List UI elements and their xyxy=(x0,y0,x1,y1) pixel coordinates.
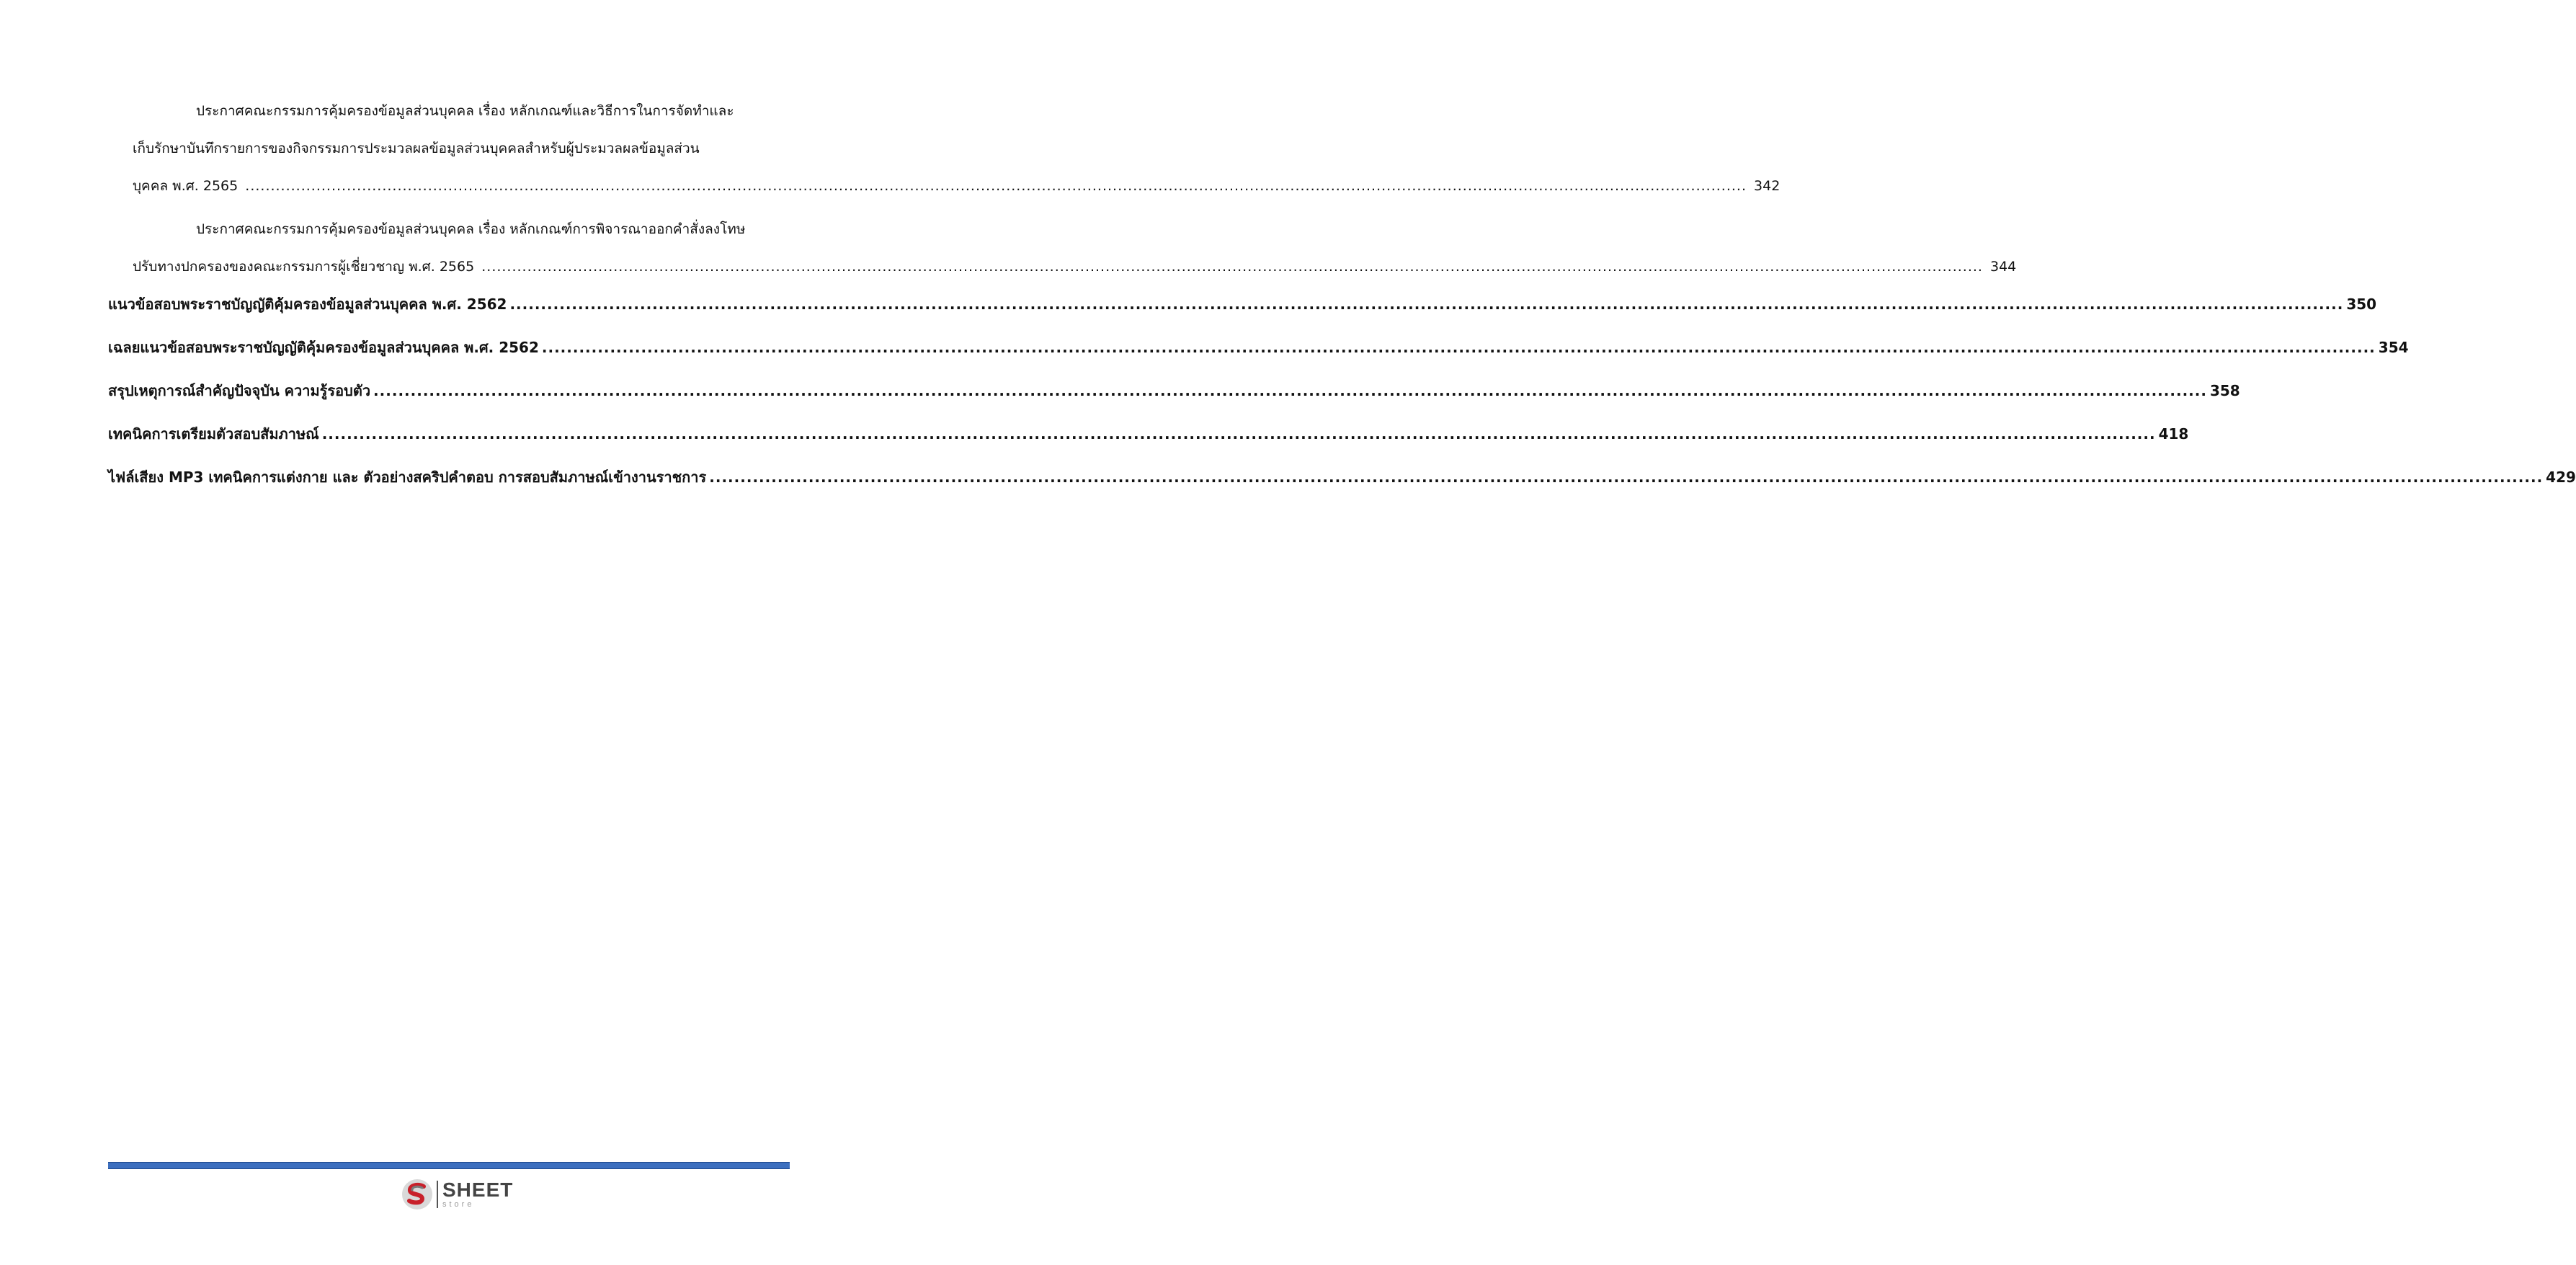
s-logo-icon xyxy=(401,1178,434,1211)
toc-sub-entry-tail: ปรับทางปกครองของคณะกรรมการผู้เชี่ยวชาญ พ.ศ. 2565 xyxy=(133,259,475,275)
logo-word: SHEET xyxy=(442,1179,514,1201)
toc-page-number: 418 xyxy=(2158,425,2189,443)
logo-subword: store xyxy=(442,1200,475,1209)
toc-main-entry[interactable] xyxy=(108,369,2240,412)
dot-leader xyxy=(373,369,2207,412)
toc-sub-entries xyxy=(108,92,1781,205)
toc-page-number: 429 xyxy=(2546,469,2576,486)
toc-sub-entry-last-line xyxy=(108,248,2017,285)
toc-main-entry[interactable] xyxy=(108,456,2576,499)
logo-text xyxy=(442,1180,513,1209)
toc-page-number: 350 xyxy=(2346,296,2377,313)
toc-sub-entry-tail: บุคคล พ.ศ. 2565 xyxy=(133,178,239,194)
toc-sub-entry[interactable] xyxy=(108,210,2017,285)
toc-main-entries xyxy=(108,283,2576,499)
toc-sub-entry-line: ประกาศคณะกรรมการคุ้มครองข้อมูลส่วนบุคคล เรื่อง หลักเกณฑ์การพิจารณาออกคำสั่งลงโทษ xyxy=(196,221,746,237)
toc-page-number: 344 xyxy=(1990,259,2017,275)
toc-page-number: 354 xyxy=(2378,339,2409,356)
toc-sub-entry-last-line xyxy=(108,167,1781,205)
logo-divider xyxy=(437,1181,438,1208)
dot-leader xyxy=(509,283,2343,326)
dot-leader xyxy=(542,326,2376,369)
dot-leader xyxy=(245,178,1747,194)
toc-main-entry[interactable] xyxy=(108,283,2377,326)
dot-leader xyxy=(481,259,1983,275)
toc-page-number: 358 xyxy=(2209,382,2240,399)
toc-main-entry[interactable] xyxy=(108,326,2409,369)
toc-entry-title: เทคนิคการเตรียมตัวสอบสัมภาษณ์ xyxy=(108,425,319,443)
toc-sub-entry-line: เก็บรักษาบันทึกรายการของกิจกรรมการประมวลผลข้อมูลส่วนบุคคลสำหรับผู้ประมวลผลข้อมูลส่วน xyxy=(133,141,700,156)
sheet-store-logo xyxy=(401,1176,513,1212)
toc-entry-title: เฉลยแนวข้อสอบพระราชบัญญัติคุ้มครองข้อมูลส่วนบุคคล พ.ศ. 2562 xyxy=(108,339,539,356)
toc-sub-entries xyxy=(108,210,2017,285)
dot-leader xyxy=(709,456,2543,499)
toc-sub-entry[interactable] xyxy=(108,92,1781,205)
toc-sub-entry-line: ประกาศคณะกรรมการคุ้มครองข้อมูลส่วนบุคคล เรื่อง หลักเกณฑ์และวิธีการในการจัดทำและ xyxy=(196,103,734,119)
toc-entry-title: แนวข้อสอบพระราชบัญญัติคุ้มครองข้อมูลส่วนบุคคล พ.ศ. 2562 xyxy=(108,296,507,313)
toc-page-number: 342 xyxy=(1754,178,1781,194)
dot-leader xyxy=(322,412,2156,456)
toc-entry-title: ไฟล์เสียง MP3 เทคนิคการแต่งกาย และ ตัวอย่างสคริปคำตอบ การสอบสัมภาษณ์เข้างานราชการ xyxy=(108,469,707,486)
footer-rule xyxy=(108,1162,790,1169)
toc-entry-title: สรุปเหตุการณ์สำคัญปัจจุบัน ความรู้รอบตัว xyxy=(108,382,371,399)
toc-main-entry[interactable] xyxy=(108,412,2189,456)
